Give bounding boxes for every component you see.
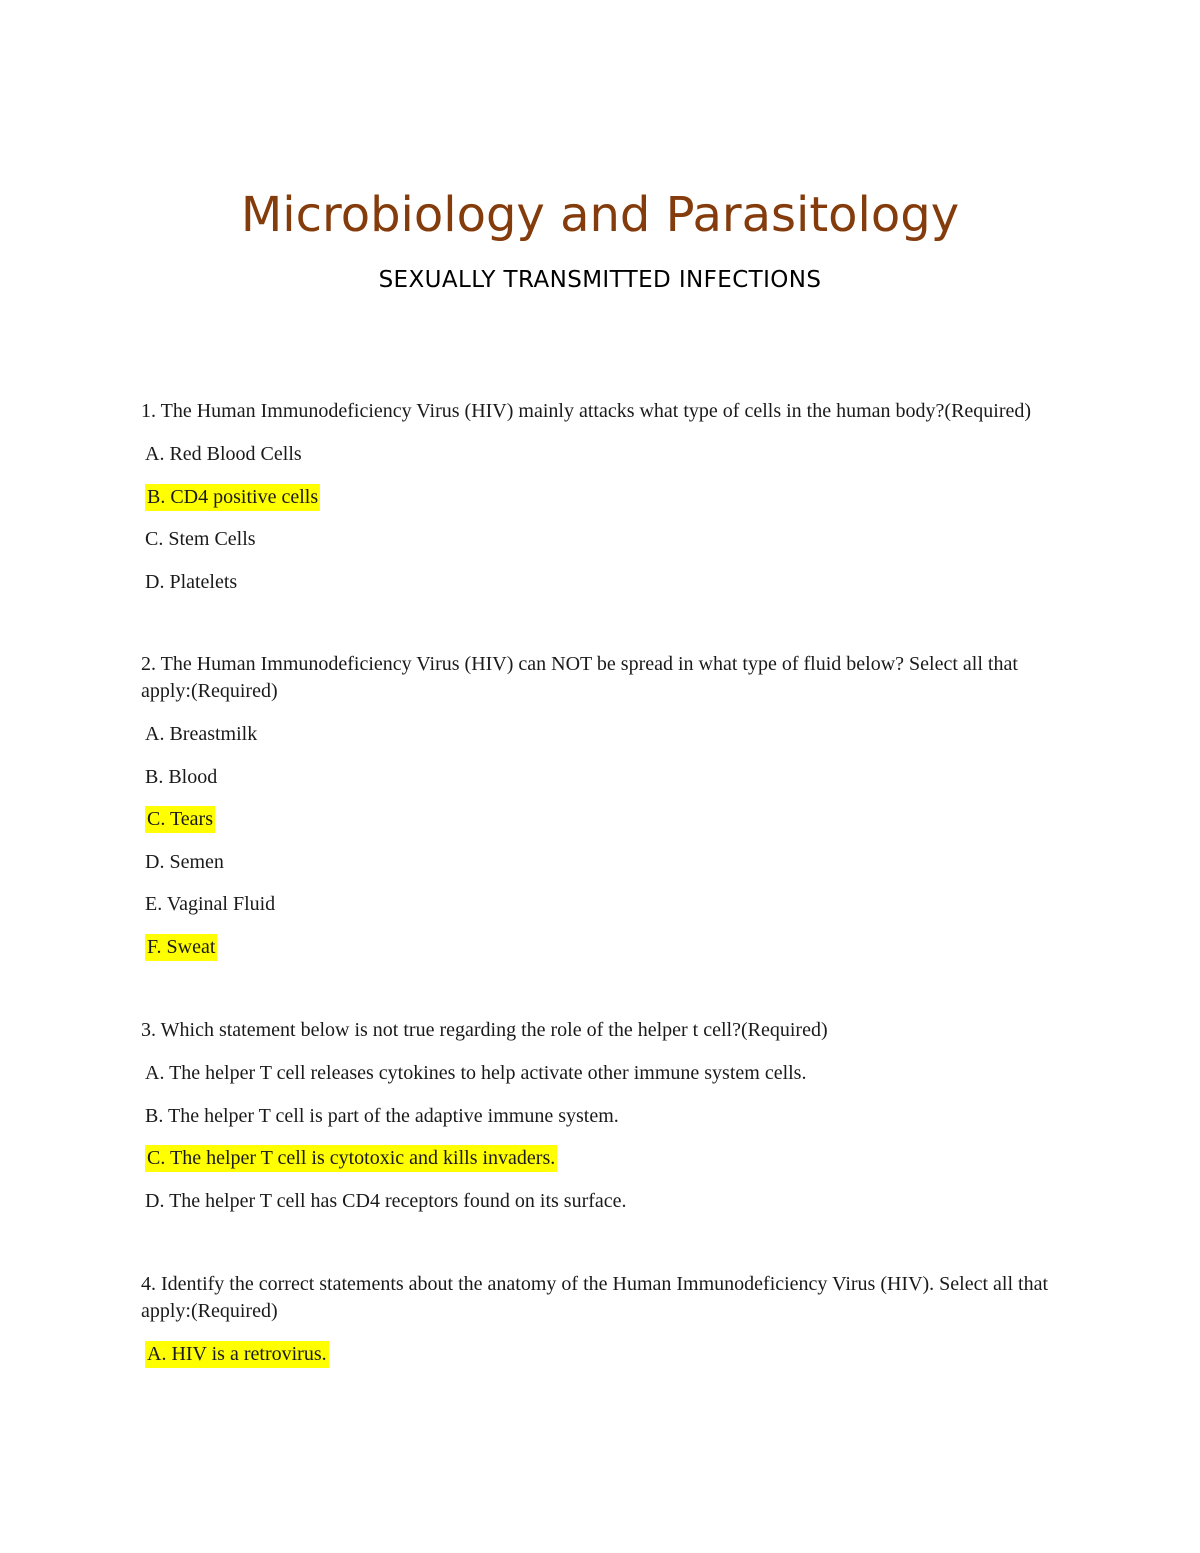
option-label: C. Stem Cells bbox=[145, 528, 256, 550]
option-label-highlighted: A. HIV is a retrovirus. bbox=[145, 1341, 329, 1368]
option-label: D. Platelets bbox=[145, 570, 238, 593]
document-title: Microbiology and Parasitology bbox=[240, 187, 960, 243]
spacer bbox=[141, 1230, 1071, 1271]
spacer bbox=[141, 976, 1071, 1017]
option-label: B. Blood bbox=[145, 765, 218, 788]
document-subtitle: SEXUALLY TRANSMITTED INFECTIONS bbox=[378, 267, 822, 293]
option-label-highlighted: C. The helper T cell is cytotoxic and kills invaders. bbox=[145, 1145, 557, 1172]
option-label-highlighted: F. Sweat bbox=[145, 934, 217, 961]
question-3-option-b bbox=[145, 1103, 1071, 1130]
option-label-highlighted: B. CD4 positive cells bbox=[145, 484, 320, 511]
question-1-text: 1. The Human Immunodeficiency Virus (HIV) mainly attacks what type of cells in the human body?(Required) bbox=[141, 400, 1032, 422]
question-2-option-a bbox=[145, 721, 1071, 748]
question-4-option-a bbox=[145, 1341, 1071, 1368]
question-3-option-a bbox=[145, 1060, 1071, 1087]
question-2 bbox=[141, 651, 1071, 961]
question-3 bbox=[141, 1017, 1071, 1215]
question-3-text: 3. Which statement below is not true regarding the role of the helper t cell?(Required) bbox=[141, 1019, 828, 1041]
question-1-option-b bbox=[145, 484, 1071, 511]
question-4 bbox=[141, 1271, 1071, 1368]
question-4-text: 4. Identify the correct statements about the anatomy of the Human Immunodeficiency Virus (HIV). Select all that apply:(Required) bbox=[141, 1273, 1049, 1322]
question-3-option-c bbox=[145, 1145, 1071, 1172]
question-2-option-b bbox=[145, 764, 1071, 791]
option-label: B. The helper T cell is part of the adaptive immune system. bbox=[145, 1104, 619, 1127]
question-1-option-a bbox=[145, 441, 1071, 468]
question-2-text: 2. The Human Immunodeficiency Virus (HIV) can NOT be spread in what type of fluid below? Select all that apply:(Required) bbox=[141, 653, 1018, 702]
question-2-option-c bbox=[145, 806, 1071, 833]
question-2-option-d bbox=[145, 849, 1071, 876]
question-3-option-d bbox=[145, 1188, 1071, 1215]
option-label: D. The helper T cell has CD4 receptors found on its surface. bbox=[145, 1189, 627, 1212]
option-label: A. Red Blood Cells bbox=[145, 443, 302, 465]
question-2-option-f bbox=[145, 934, 1071, 961]
question-1-option-d bbox=[145, 569, 1071, 596]
option-label-highlighted: C. Tears bbox=[145, 806, 215, 833]
question-list bbox=[141, 398, 1071, 1384]
option-label: A. Breastmilk bbox=[145, 723, 258, 745]
spacer bbox=[141, 611, 1071, 651]
question-2-option-e bbox=[145, 891, 1071, 918]
option-label: E. Vaginal Fluid bbox=[145, 893, 276, 915]
option-label: D. Semen bbox=[145, 850, 224, 873]
question-1 bbox=[141, 398, 1071, 596]
question-1-option-c bbox=[145, 526, 1071, 553]
option-label: A. The helper T cell releases cytokines to help activate other immune system cells. bbox=[145, 1062, 807, 1084]
